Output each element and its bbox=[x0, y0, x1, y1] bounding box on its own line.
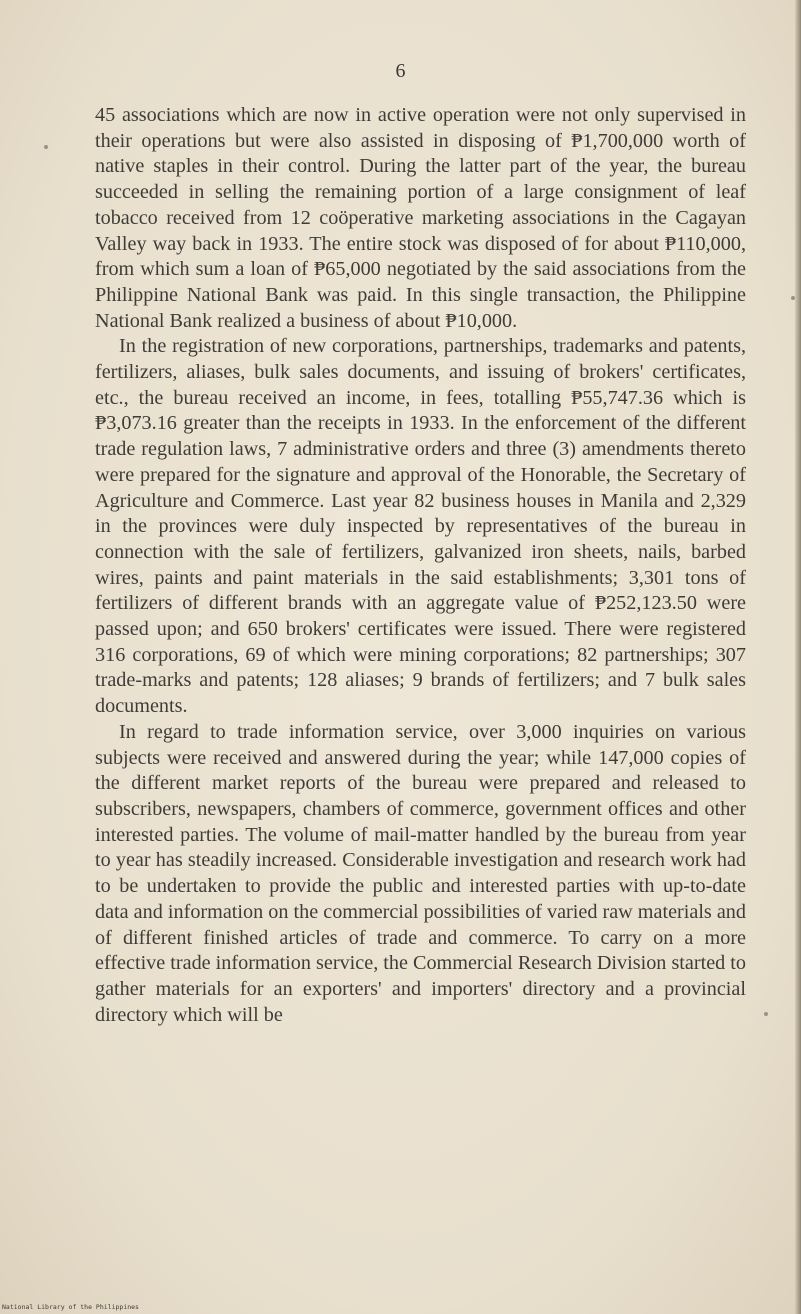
page-edge bbox=[795, 0, 801, 1314]
body-text bbox=[95, 103, 746, 1028]
library-watermark: National Library of the Philippines bbox=[2, 1303, 139, 1311]
paragraph: In regard to trade information service, over 3,000 inquiries on various subjects were received and answered during the year; while 147,000 copies of the different market reports of the bureau were prepared and released to subscribers, newspapers, chambers of commerce, government offices and other interested parties. The volume of mail-matter handled by the bureau from year to year has steadily increased. Considerable investigation and research work had to be undertaken to provide the public and interested parties with up-to-date data and information on the commercial possibilities of varied raw materials and of different finished articles of trade and commerce. To carry on a more effective trade information service, the Commercial Research Division started to gather materials for an exporters' and importers' directory and a provincial directory which will be bbox=[95, 720, 746, 1026]
ink-speck bbox=[764, 1012, 768, 1016]
ink-speck bbox=[791, 296, 795, 300]
paragraph: In the registration of new corporations, partnerships, trademarks and patents, fertilizers, aliases, bulk sales documents, and issuing of brokers' certificates, etc., the bureau received an income, in fees, totalling ₱55,747.36 which is ₱3,073.16 greater than the receipts in 1933. In the enforcement of the different trade regulation laws, 7 administrative orders and three (3) amendments thereto were prepared for the signature and approval of the Honorable, the Secretary of Agriculture and Commerce. Last year 82 business houses in Manila and 2,329 in the provinces were duly inspected by representatives of the bureau in connection with the sale of fertilizers, galvanized iron sheets, nails, barbed wires, paints and paint materials in the said establishments; 3,301 tons of fertilizers of different brands with an aggregate value of ₱252,123.50 were passed upon; and 650 brokers' certificates were issued. There were registered 316 corporations, 69 of which were mining corporations; 82 partnerships; 307 trade-marks and patents; 128 aliases; 9 brands of fertilizers; and 7 bulk sales documents. bbox=[95, 335, 746, 718]
page-number: 6 bbox=[395, 60, 406, 82]
paragraph: 45 associations which are now in active operation were not only supervised in their operations but were also assisted in disposing of ₱1,700,000 worth of native staples in their control. During the latter part of the year, the bureau succeeded in selling the remaining portion of a large consignment of leaf tobacco received from 12 coöperative marketing associations in the Cagayan Valley way back in 1933. The entire stock was disposed of for about ₱110,000, from which sum a loan of ₱65,000 negotiated by the said associations from the Philippine National Bank was paid. In this single transaction, the Philippine National Bank realized a business of about ₱10,000. bbox=[95, 104, 746, 332]
ink-speck bbox=[44, 145, 48, 149]
